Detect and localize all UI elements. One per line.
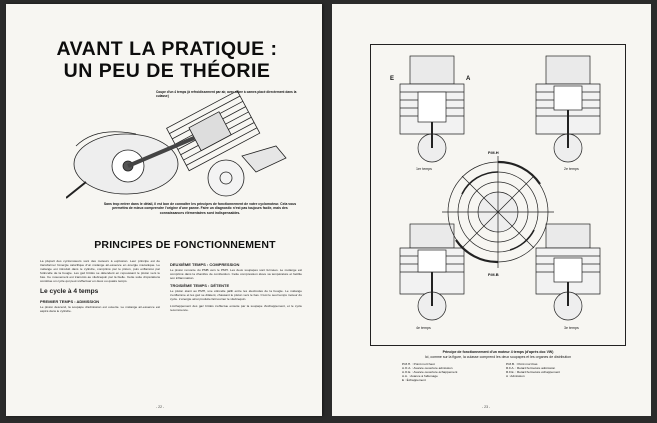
caption-line-2: Ici, comme sur la figure, la culasse comprend les deux soupapes et les organes de distribution (424, 354, 572, 359)
diagram-legend (402, 362, 602, 382)
engine-stroke-4 (400, 224, 464, 320)
right-page (332, 4, 651, 416)
intro-body: La plupart des cyclomoteurs sont des moteurs à explosion. Leur principe est de transformer l'énergie calorifique d'un mélange air-essence en énergie mécanique. Le mélange est introduit dans le cylindre, comprimé par le piston, puis enflammé par l'étincelle de la bougie. Les gaz brûlés se détendent en repoussant le piston vers le bas. Ce mouvement est transmis au vilebrequin par la bielle. Cette suite d'opérations constitue un cycle qui peut s'effectuer en deux ou quatre temps. (40, 259, 160, 284)
page-number-left: - 22 - (156, 405, 165, 409)
third-stroke-body: Le piston étant au PMH, une étincelle jaillit entre les électrodes de la bougie. Le mélange s'enflamme et les gaz se dilatent, chassant le piston vers le bas. C'est le seul temps moteur du cycle. L'énergie ainsi produite fait tourner le vilebrequin. (170, 289, 302, 302)
page-number-right: - 23 - (482, 405, 491, 409)
subhead-first-stroke: PREMIER TEMPS : ADMISSION (40, 298, 100, 304)
label-stroke-2: 2e temps (564, 167, 579, 171)
label-intake: A (466, 76, 471, 82)
label-stroke-4: 4e temps (416, 326, 431, 330)
engine-stroke-1 (400, 56, 464, 162)
section-title: PRINCIPES DE FONCTIONNEMENT (94, 239, 276, 251)
subhead-second-stroke: DEUXIÈME TEMPS : COMPRESSION (170, 262, 240, 267)
legend-item: A : Admission (506, 374, 525, 379)
label-exhaust: E (390, 76, 395, 82)
label-stroke-1: 1er temps (416, 167, 432, 171)
subhead-4-stroke-cycle: Le cycle à 4 temps (40, 287, 99, 295)
text-column-left (40, 259, 160, 315)
label-bdc: P.M.B (488, 272, 499, 277)
caption-line-1: Principe de fonctionnement d'un moteur 4 temps (d'après doc VW) (442, 350, 554, 354)
cycle-diagram-svg (370, 44, 626, 346)
page-title (24, 38, 310, 82)
legend-item: R.F.E. : Retard fermeture échappement (506, 370, 560, 375)
four-stroke-cycle-diagram (370, 44, 626, 346)
legend-item: R.F.A. : Retard fermeture admission (506, 366, 556, 371)
engine-cutaway-illustration (66, 86, 306, 204)
legend-item: E : Échappement (402, 378, 426, 383)
fourth-stroke-body: L'échappement des gaz brûlés s'effectue ensuite par la soupape d'échappement, et le cycle recommence. (170, 303, 302, 312)
title-line-1: AVANT LA PRATIQUE : (56, 38, 278, 60)
engine-drawing (66, 86, 306, 204)
diagram-caption (370, 350, 626, 359)
first-stroke-body: Le piston descend, la soupape d'admission est ouverte. Le mélange air-essence est aspiré dans le cylindre. (40, 304, 160, 313)
engine-stroke-2 (536, 56, 600, 162)
text-column-right (170, 259, 302, 314)
title-line-2: UN PEU DE THÉORIE (63, 60, 271, 82)
second-stroke-body: Le piston remonte du PMB vers le PMH. Les deux soupapes sont fermées. Le mélange est comprimé dans la chambre de combustion. Cette compression élève sa température et facilite son inflammation. (170, 268, 302, 281)
legend-item: A.O.E. : Avance ouverture échappement (402, 370, 458, 375)
label-tdc: P.M.H (488, 150, 499, 155)
label-stroke-3: 3e temps (564, 326, 579, 330)
legend-item: P.M.H. : Point mort haut (402, 362, 435, 366)
engine-stroke-3 (536, 224, 600, 320)
intro-paragraph: Sans trop entrer dans le détail, il est bon de connaître les principes de fonctionnement de votre cyclomoteur. Cela vous permettra de mieux comprendre l'origine d'une panne. Faire un diagnostic n'est pas toujours facile, mais des connaissances élémentaires sont indispensables. (103, 202, 297, 215)
legend-item: P.M.B. : Point mort bas (506, 362, 538, 366)
legend-item: A.A. : Avance à l'allumage (402, 374, 438, 379)
legend-item: A.O.A. : Avance ouverture admission (402, 366, 453, 371)
subhead-third-stroke: TROISIÈME TEMPS : DÉTENTE (170, 283, 230, 289)
left-page (6, 4, 322, 416)
figure-caption: Coupe d'un 4 temps (à refroidissement par air, avec arbre à cames placé directement dans la culasse) (156, 90, 297, 98)
